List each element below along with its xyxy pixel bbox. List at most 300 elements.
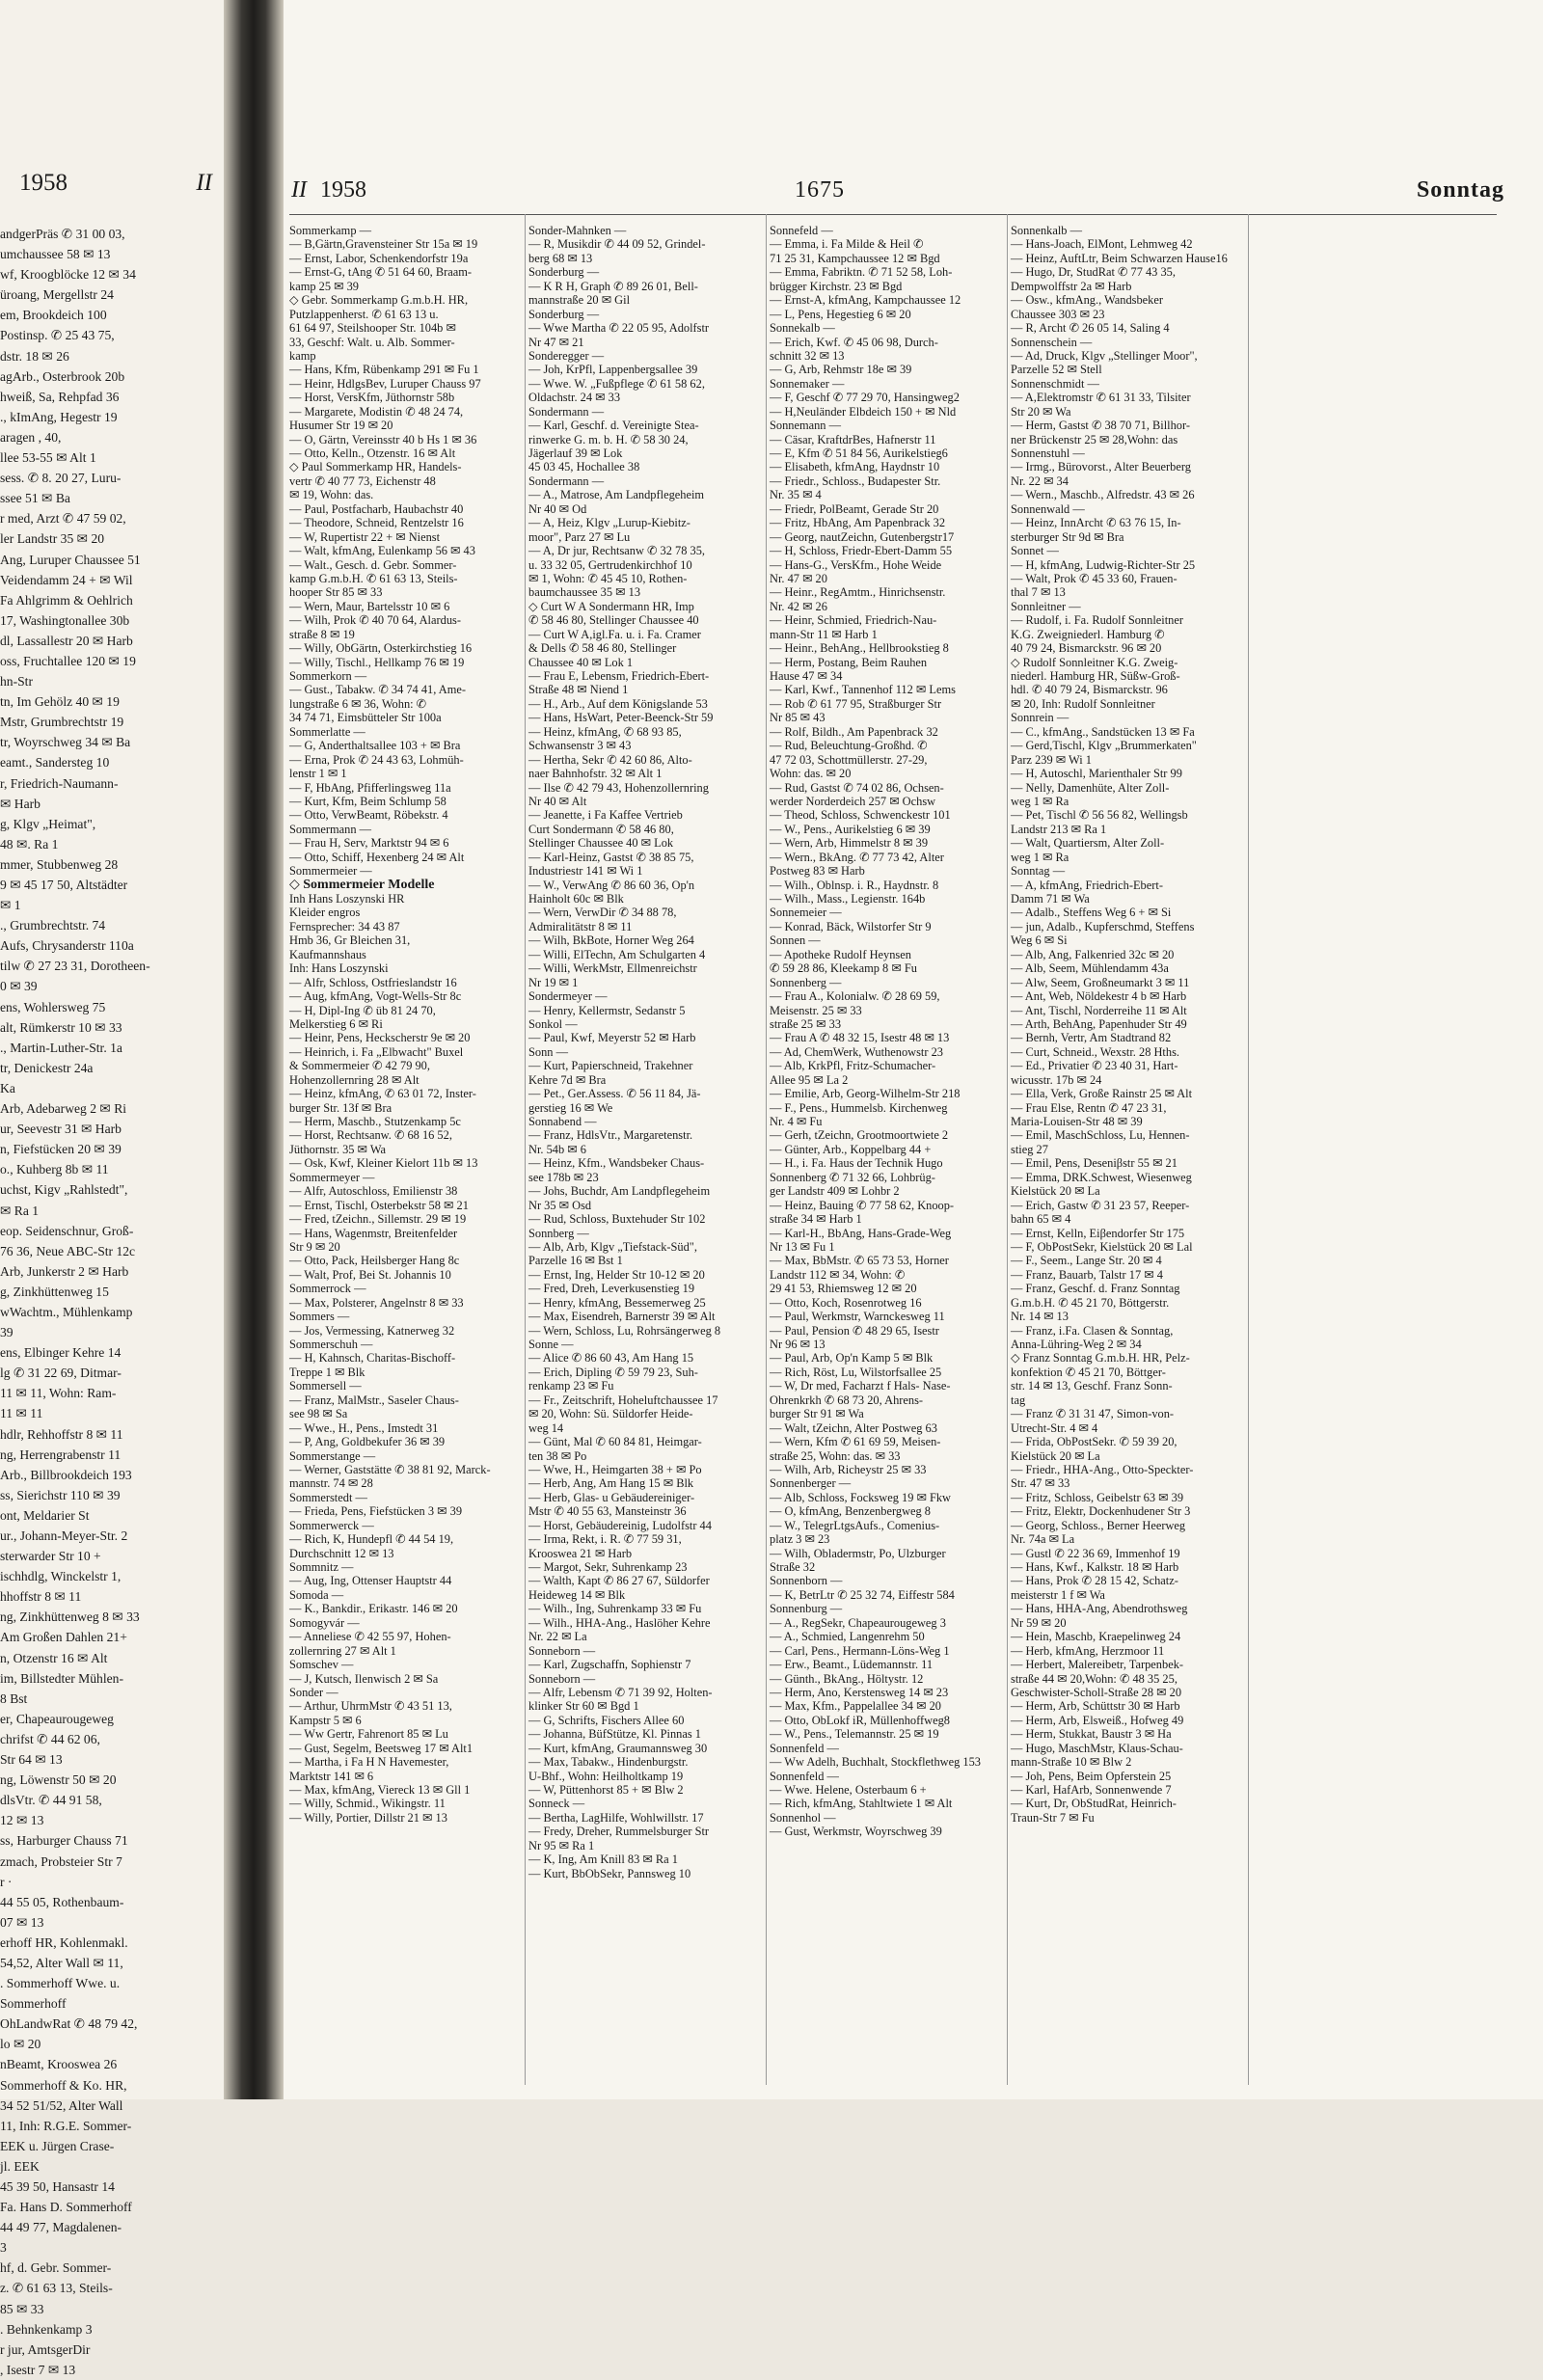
directory-entry-line: — Gust., Tabakw. ✆ 34 74 41, Ame- (289, 683, 466, 697)
left-page-text (0, 224, 218, 2380)
directory-entry-line: — Joh, KrPfl, Lappenbergsallee 39 (528, 363, 698, 377)
left-page-line: ens, Elbinger Kehre 14 (0, 1345, 122, 1361)
directory-entry-line: — Herm, Arb, Elsweiß., Hofweg 49 (1011, 1713, 1184, 1727)
directory-entry-line: — R, Musikdir ✆ 44 09 52, Grindel- (528, 237, 706, 252)
directory-entry-line: — Max, Eisendreh, Barnerstr 39 ✉ Alt (528, 1310, 716, 1324)
directory-entry-line: — Hans-G., VersKfm., Hohe Weide (770, 557, 942, 572)
directory-entry-line: — Walt, Prok ✆ 45 33 60, Frauen- (1011, 571, 1178, 585)
directory-entry-line: — Heinz, InnArcht ✆ 63 76 15, In- (1011, 516, 1181, 530)
left-page-line: 07 ✉ 13 (0, 1914, 44, 1930)
directory-entry-line: Sondermeyer — (528, 989, 608, 1004)
directory-entry-line: — Paul, Werkmstr, Warnckesweg 11 (770, 1310, 945, 1324)
directory-entry-line: Ohrenkrkh ✆ 68 73 20, Ahrens- (770, 1393, 924, 1407)
directory-entry-line: — Osw., kfmAng., Wandsbeker (1011, 293, 1163, 308)
left-page-line: 54,52, Alter Wall ✉ 11, (0, 1955, 123, 1970)
directory-entry-line: — Kurt, Kfm, Beim Schlump 58 (289, 794, 447, 808)
directory-entry-line: ◇ Curt W A Sondermann HR, Imp (528, 599, 694, 613)
directory-entry-line: — Ernst-A, kfmAng, Kampchaussee 12 (770, 293, 961, 308)
directory-entry-line: — Wern, Schloss, Lu, Rohrsängerweg 8 (528, 1323, 721, 1338)
directory-entry-line: — Paul, Pension ✆ 48 29 65, Isestr (770, 1323, 939, 1338)
left-page-line: sterwarder Str 10 + (0, 1549, 101, 1564)
directory-entry-line: hooper Str 85 ✉ 33 (289, 585, 383, 600)
directory-entry-line: — Fritz, Schloss, Geibelstr 63 ✉ 39 (1011, 1490, 1184, 1504)
left-page-line: Arb, Junkerstr 2 ✉ Harb (0, 1263, 129, 1279)
directory-entry-line: — Herm, Arb, Schüttstr 30 ✉ Harb (1011, 1699, 1180, 1714)
left-page-line: r, Friedrich-Naumann- (0, 775, 119, 791)
directory-entry-line: — Elisabeth, kfmAng, Haydnstr 10 (770, 460, 940, 474)
directory-entry-line: 34 74 71, Eimsbütteler Str 100a (289, 711, 442, 725)
directory-entry-line: — W., TelegrLtgsAufs., Comenius- (770, 1518, 940, 1532)
directory-entry-line: 47 72 03, Schottmüllerstr. 27-29, (770, 752, 928, 767)
directory-entry-line: — Wilh., Mass., Legienstr. 164b (770, 892, 926, 906)
directory-entry-line: — Hans, Kwf., Kalkstr. 18 ✉ Harb (1011, 1560, 1179, 1574)
directory-entry-line: — W., Pens., Telemannstr. 25 ✉ 19 (770, 1727, 939, 1742)
directory-entry-line: Nr. 22 ✉ 34 (1011, 473, 1069, 488)
left-page-line: ✉ Ra 1 (0, 1203, 40, 1218)
directory-entry-line: — Wern, Maur, Bartelsstr 10 ✉ 6 (289, 599, 450, 613)
directory-entry-line: Straße 32 (770, 1560, 816, 1574)
directory-entry-line: ✆ 59 28 86, Kleekamp 8 ✉ Fu (770, 961, 917, 976)
directory-entry-line: Sonderburg — (528, 307, 600, 321)
directory-entry-line: Durchschnitt 12 ✉ 13 (289, 1546, 394, 1560)
left-page-line: aragen , 40, (0, 429, 62, 445)
directory-entry-line: mannstr. 74 ✉ 28 (289, 1476, 373, 1491)
directory-entry-line: — Curt W A,igl.Fa. u. i. Fa. Cramer (528, 627, 701, 641)
directory-entry-line: — Hans, Prok ✆ 28 15 42, Schatz- (1011, 1574, 1178, 1588)
left-page-line: 17, Washingtonallee 30b (0, 612, 130, 628)
left-page-line: dlsVtr. ✆ 44 91 58, (0, 1793, 102, 1808)
directory-entry-line: weg 1 ✉ Ra (1011, 794, 1069, 808)
directory-entry-line: Sonnenstuhl — (1011, 446, 1085, 460)
directory-entry-line: — Fredy, Dreher, Rummelsburger Str (528, 1825, 710, 1839)
directory-entry-line: — Carl, Pens., Hermann-Löns-Weg 1 (770, 1643, 950, 1658)
directory-entry-line: — Emilie, Arb, Georg-Wilhelm-Str 218 (770, 1087, 961, 1101)
left-page-line: umchaussee 58 ✉ 13 (0, 247, 111, 262)
directory-entry-line: — Herm, Postang, Beim Rauhen (770, 655, 928, 669)
directory-entry-line: see 178b ✉ 23 (528, 1170, 599, 1184)
directory-entry-line: — Pet, Tischl ✆ 56 56 82, Wellingsb (1011, 808, 1188, 823)
directory-entry-line: — Gust, Segelm, Beetsweg 17 ✉ Alt1 (289, 1741, 474, 1755)
directory-entry-line: — F, ObPostSekr, Kielstück 20 ✉ Lal (1011, 1239, 1193, 1254)
directory-entry-line: — Ww Adelh, Buchhalt, Stockflethweg 153 (770, 1755, 981, 1770)
directory-entry-line: — Wilh., Oblnsp. i. R., Haydnstr. 8 (770, 878, 939, 892)
directory-entry-line: — Rudolf, i. Fa. Rudolf Sonnleitner (1011, 613, 1183, 628)
directory-entry-line: Admiralitätstr 8 ✉ 11 (528, 919, 633, 933)
directory-entry-line: — Paul, Kwf, Meyerstr 52 ✉ Harb (528, 1031, 696, 1045)
directory-entry-line: — Ernst, Kelln, Eiβendorfer Str 175 (1011, 1226, 1185, 1240)
directory-entry-line: Industriestr 141 ✉ Wi 1 (528, 864, 643, 879)
directory-entry-line: Weg 6 ✉ Si (1011, 933, 1068, 948)
directory-entry-line: — Willy, Tischl., Hellkamp 76 ✉ 19 (289, 655, 465, 669)
directory-entry-line: — Hertha, Sekr ✆ 42 60 86, Alto- (528, 752, 692, 767)
directory-entry-line: — Frau Else, Rentn ✆ 47 23 31, (1011, 1100, 1167, 1115)
directory-entry-line: mann-Straße 10 ✉ Blw 2 (1011, 1755, 1132, 1770)
directory-entry-line: — Wern., BkAng. ✆ 77 73 42, Alter (770, 850, 944, 864)
directory-entry-line: — F., Pens., Hummelsb. Kirchenweg (770, 1100, 948, 1115)
directory-entry-line: — Gerh, tZeichn, Grootmoortwiete 2 (770, 1128, 949, 1143)
directory-entry-line: — Rob ✆ 61 77 95, Straßburger Str (770, 696, 942, 711)
directory-entry-line: Sonkol — (528, 1016, 578, 1031)
directory-entry-line: Nr 13 ✉ Fu 1 (770, 1239, 835, 1254)
directory-entry-line: tag (1011, 1393, 1026, 1407)
directory-entry-line: Nr 85 ✉ 43 (770, 711, 826, 725)
left-page-line: ng, Herrengrabenstr 11 (0, 1447, 122, 1462)
directory-entry-line: — Emma, Fabriktn. ✆ 71 52 58, Loh- (770, 265, 953, 280)
directory-entry-line: — Herb, Ang, Am Hang 15 ✉ Blk (528, 1476, 694, 1491)
directory-entry-line: — Max, Tabakw., Hindenburgstr. (528, 1755, 689, 1770)
directory-entry-line: Sonderegger — (528, 348, 605, 363)
left-page-line: 85 ✉ 33 (0, 2301, 44, 2316)
directory-entry-line: — Ant, Web, Nöldekestr 4 b ✉ Harb (1011, 989, 1187, 1004)
left-page-line: ssee 51 ✉ Ba (0, 491, 70, 506)
left-page-line: sess. ✆ 8. 20 27, Luru- (0, 471, 122, 486)
directory-entry-line: — Ed., Privatier ✆ 23 40 31, Hart- (1011, 1059, 1178, 1073)
left-page-line: 0 ✉ 39 (0, 979, 38, 994)
directory-entry-line: ◇ Franz Sonntag G.m.b.H. HR, Pelz- (1011, 1351, 1190, 1366)
directory-entry-line: hdl. ✆ 40 79 24, Bismarckstr. 96 (1011, 683, 1168, 697)
directory-entry-line: — L, Pens, Hegestieg 6 ✉ 20 (770, 307, 911, 321)
left-header-year: 1958 (19, 170, 68, 196)
directory-entry-line: — A., Matrose, Am Landpflegeheim (528, 488, 705, 502)
left-page-line: OhLandwRat ✆ 48 79 42, (0, 2016, 138, 2032)
directory-column-3 (770, 224, 1001, 2085)
directory-entry-line: U-Bhf., Wohn: Heilholtkamp 19 (528, 1769, 684, 1783)
left-page-line: agArb., Osterbrook 20b (0, 368, 125, 384)
directory-entry-line: — Arthur, UhrmMstr ✆ 43 51 13, (289, 1699, 452, 1714)
directory-entry-line: Nr. 35 ✉ 4 (770, 488, 822, 502)
directory-entry-line: Nr. 47 ✉ 20 (770, 571, 827, 585)
directory-entry-line: Sonnen — (770, 933, 821, 948)
directory-entry-line: Nr. 74a ✉ La (1011, 1532, 1075, 1547)
directory-entry-line: mann-Str 11 ✉ Harb 1 (770, 627, 878, 641)
directory-entry-line: Nr 40 ✉ Od (528, 501, 587, 516)
left-page-line: Ang, Luruper Chaussee 51 (0, 552, 141, 567)
directory-entry-line: meisterstr 1 f ✉ Wa (1011, 1587, 1105, 1602)
directory-entry-line: — Fritz, HbAng, Am Papenbrack 32 (770, 516, 946, 530)
directory-entry-line: — Erich, Dipling ✆ 59 79 23, Suh- (528, 1365, 698, 1379)
directory-entry-line: Somschev — (289, 1658, 354, 1672)
directory-entry-line: Kaufmannshaus (289, 947, 366, 961)
left-page-line: tn, Im Gehölz 40 ✉ 19 (0, 694, 120, 710)
directory-entry-line: 61 64 97, Steilshooper Str. 104b ✉ (289, 321, 456, 336)
left-page-line: ✉ 1 (0, 898, 21, 913)
directory-entry-line: — Georg, Schloss., Berner Heerweg (1011, 1518, 1186, 1532)
directory-entry-line: — Otto, VerwBeamt, Röbekstr. 4 (289, 808, 448, 823)
left-page-line: Sommerhoff & Ko. HR, (0, 2077, 127, 2093)
directory-entry-line: — Arth, BehAng, Papenhuder Str 49 (1011, 1016, 1187, 1031)
directory-entry-line: Sommerschuh — (289, 1338, 373, 1351)
directory-entry-line: Treppe 1 ✉ Blk (289, 1365, 365, 1379)
directory-entry-line: — Emil, MaschSchloss, Lu, Hennen- (1011, 1128, 1190, 1143)
directory-entry-line: werder Norderdeich 257 ✉ Ochsw (770, 794, 936, 808)
directory-entry-line: — Walt, kfmAng, Eulenkamp 56 ✉ 43 (289, 544, 475, 558)
directory-entry-line: — Frieda, Pens, Fiefstücken 3 ✉ 39 (289, 1504, 463, 1519)
directory-entry-line: schnitt 32 ✉ 13 (770, 348, 845, 363)
left-page-line: em, Brookdeich 100 (0, 308, 107, 323)
left-page-line: Am Großen Dahlen 21+ (0, 1630, 127, 1645)
directory-entry-line: — Georg, nautZeichn, Gutenbergstr17 (770, 529, 955, 544)
directory-entry-line: — F., Seem., Lange Str. 20 ✉ 4 (1011, 1254, 1162, 1268)
directory-entry-line: Utrecht-Str. 4 ✉ 4 (1011, 1420, 1098, 1435)
directory-entry-line: — Heinz, kfmAng, ✆ 63 01 72, Inster- (289, 1087, 476, 1101)
directory-entry-line: bahn 65 ✉ 4 (1011, 1212, 1071, 1227)
directory-entry-line: ten 38 ✉ Po (528, 1448, 587, 1463)
left-page-line: 44 55 05, Rothenbaum- (0, 1894, 124, 1909)
directory-entry-line: Fernsprecher: 34 43 87 (289, 919, 400, 933)
directory-entry-line: — Gustl ✆ 22 36 69, Immenhof 19 (1011, 1546, 1180, 1560)
directory-entry-line: — W, Rupertistr 22 + ✉ Nienst (289, 529, 441, 544)
directory-entry-line: Mstr ✆ 40 55 63, Mansteinstr 36 (528, 1504, 687, 1519)
directory-entry-line: — Rud, Beleuchtung-Großhd. ✆ (770, 739, 928, 753)
directory-entry-line: — Heinz, kfmAng, ✆ 68 93 85, (528, 724, 682, 739)
directory-entry-line: ✆ 58 46 80, Stellinger Chaussee 40 (528, 613, 699, 628)
directory-entry-line: — Walt, tZeichn, Alter Postweg 63 (770, 1420, 937, 1435)
directory-entry-line: 45 03 45, Hochallee 38 (528, 460, 640, 474)
left-header-roman: II (196, 170, 212, 196)
directory-entry-line: Sommermeier — (289, 864, 372, 879)
left-page-line: Arb, Adebarweg 2 ✉ Ri (0, 1101, 127, 1117)
directory-entry-line: — A,Elektromstr ✆ 61 31 33, Tilsiter (1011, 391, 1191, 405)
left-page-line: nBeamt, Krooswea 26 (0, 2057, 118, 2072)
directory-entry-line: ◇ Rudolf Sonnleitner K.G. Zweig- (1011, 655, 1178, 669)
left-page-line: 76 36, Neue ABC-Str 12c (0, 1243, 136, 1258)
directory-entry-line: — Karl-Heinz, Gastst ✆ 38 85 75, (528, 850, 694, 864)
directory-entry-line: — Hans, HHA-Ang, Abendrothsweg (1011, 1602, 1188, 1616)
directory-entry-line: ✉ 20, Inh: Rudolf Sonnleitner (1011, 696, 1155, 711)
directory-entry-line: Sonnenwald — (1011, 501, 1085, 516)
left-page-line: n, Otzenstr 16 ✉ Alt (0, 1650, 108, 1665)
directory-entry-line: Landstr 112 ✉ 34, Wohn: ✆ (770, 1267, 906, 1282)
left-page-line: Veidendamm 24 + ✉ Wil (0, 572, 133, 587)
directory-entry-line: — Karl, Zugschaffn, Sophienstr 7 (528, 1658, 691, 1672)
directory-entry-line: — Horst, VersKfm, Jüthornstr 58b (289, 391, 455, 405)
directory-entry-line: — K., Bankdir., Erikastr. 146 ✉ 20 (289, 1602, 458, 1616)
directory-entry-line: — Alw, Seem, Großneumarkt 3 ✉ 11 (1011, 975, 1190, 989)
directory-entry-line: — Fred, tZeichn., Sillemstr. 29 ✉ 19 (289, 1212, 467, 1227)
directory-entry-line: see 98 ✉ Sa (289, 1407, 348, 1421)
directory-entry-line: Sommerlatte — (289, 724, 365, 739)
directory-entry-line: — Hans-Joach, ElMont, Lehmweg 42 (1011, 237, 1193, 252)
directory-entry-line: — A., Schmied, Langenrehm 50 (770, 1630, 925, 1644)
left-page-line: alt, Rümkerstr 10 ✉ 33 (0, 1019, 122, 1035)
directory-entry-line: — Fred, Dreh, Leverkusenstieg 19 (528, 1282, 695, 1296)
directory-entry-line: — Frau H, Serv, Marktstr 94 ✉ 6 (289, 836, 449, 851)
directory-entry-line: Allee 95 ✉ La 2 (770, 1072, 849, 1087)
directory-entry-line: — Anneliese ✆ 42 55 97, Hohen- (289, 1630, 451, 1644)
directory-entry-line: Sonderburg — (528, 265, 600, 280)
left-page-line: mmer, Stubbenweg 28 (0, 856, 119, 872)
directory-entry-line: — Wern, Arb, Himmelstr 8 ✉ 39 (770, 836, 929, 851)
directory-entry-line: — B,Gärtn,Gravensteiner Str 15a ✉ 19 (289, 237, 478, 252)
directory-entry-line: — Walt, Quartiersm, Alter Zoll- (1011, 836, 1165, 851)
left-page-line: Ka (0, 1080, 15, 1095)
directory-entry-line: burger Str 91 ✉ Wa (770, 1407, 864, 1421)
directory-entry-line: Sommnitz — (289, 1560, 354, 1574)
directory-entry-line: lungstraße 6 ✉ 36, Wohn: ✆ (289, 696, 427, 711)
directory-entry-line: Inh Hans Loszynski HR (289, 892, 405, 906)
left-page-line: 8 Bst (0, 1690, 28, 1706)
directory-column-1 (289, 224, 521, 2085)
directory-entry-line: — G, Arb, Rehmstr 18e ✉ 39 (770, 363, 912, 377)
directory-entry-line: Sonder — (289, 1685, 338, 1699)
directory-entry-line: — Max, Polsterer, Angelnstr 8 ✉ 33 (289, 1295, 464, 1310)
directory-entry-line: u. 33 32 05, Gertrudenkirchhof 10 (528, 557, 692, 572)
directory-entry-line: — Frida, ObPostSekr. ✆ 59 39 20, (1011, 1435, 1178, 1449)
directory-entry-line: 40 79 24, Bismarckstr. 96 ✉ 20 (1011, 641, 1162, 656)
directory-entry-line: — Hans, HsWart, Peter-Beenck-Str 59 (528, 711, 714, 725)
directory-entry-line: — Otto, Kelln., Otzenstr. 16 ✉ Alt (289, 446, 456, 460)
directory-entry-line: Kleider engros (289, 906, 361, 920)
directory-entry-line: Sonnemann — (770, 419, 841, 433)
directory-entry-line: Sonnemeier — (770, 906, 842, 920)
directory-entry-line: — Irma, Rekt, i. R. ✆ 77 59 31, (528, 1532, 682, 1547)
left-page-line: üroang, Mergellstr 24 (0, 287, 114, 303)
directory-entry-line: Anna-Lühring-Weg 2 ✉ 34 (1011, 1338, 1142, 1351)
directory-entry-line: — Friedr, PolBeamt, Gerade Str 20 (770, 501, 939, 516)
left-page-line: Aufs, Chrysanderstr 110a (0, 938, 134, 954)
directory-entry-line: Schwansenstr 3 ✉ 43 (528, 739, 632, 753)
left-page-line: o., Kuhberg 8b ✉ 11 (0, 1162, 109, 1177)
directory-entry-line: Husumer Str 19 ✉ 20 (289, 419, 393, 433)
directory-entry-line: — Frau A., Kolonialw. ✆ 28 69 59, (770, 989, 940, 1004)
directory-entry-line: ✉ 20, Wohn: Sü. Süldorfer Heide- (528, 1407, 693, 1421)
left-page-line: im, Billstedter Mühlen- (0, 1670, 123, 1686)
directory-entry-line: platz 3 ✉ 23 (770, 1532, 830, 1547)
directory-entry-line: — Wilh, Arb, Richeystr 25 ✉ 33 (770, 1462, 927, 1476)
directory-entry-line: — G, Schrifts, Fischers Allee 60 (528, 1713, 685, 1727)
directory-entry-line: weg 1 ✉ Ra (1011, 850, 1069, 864)
directory-entry-line: — Alice ✆ 86 60 43, Am Hang 15 (528, 1351, 694, 1366)
directory-entry-line: — Hans, Wagenmstr, Breitenfelder (289, 1226, 458, 1240)
directory-entry-line: — Theod, Schloss, Schwenckestr 101 (770, 808, 951, 823)
directory-entry-line: — C., kfmAng., Sandstücken 13 ✉ Fa (1011, 724, 1195, 739)
directory-entry-line: Sonnabend — (528, 1115, 597, 1128)
left-page-line: ✉ Harb (0, 796, 41, 811)
header-roman: II (291, 177, 307, 203)
directory-entry-line: — Adalb., Steffens Weg 6 + ✉ Si (1011, 906, 1172, 920)
left-page-line: 9 ✉ 45 17 50, Altstädter (0, 878, 128, 892)
directory-entry-line: — Emma, i. Fa Milde & Heil ✆ (770, 237, 924, 252)
left-page-line: andgerPräs ✆ 31 00 03, (0, 227, 125, 241)
directory-entry-line: ◇ Sommermeier Modelle (289, 877, 435, 892)
directory-entry-line: Marktstr 141 ✉ 6 (289, 1769, 374, 1783)
directory-entry-line: lenstr 1 ✉ 1 (289, 767, 347, 781)
directory-entry-line: ger Landstr 409 ✉ Lohbr 2 (770, 1184, 900, 1199)
left-page-line: ., kImAng, Hegestr 19 (0, 409, 118, 424)
left-page-line: 11, Inh: R.G.E. Sommer- (0, 2118, 132, 2133)
left-page-line: er, Chapeaurougeweg (0, 1711, 114, 1726)
directory-entry-line: burger Str. 13f ✉ Bra (289, 1100, 393, 1115)
directory-entry-line: straße 25 ✉ 33 (770, 1016, 842, 1031)
directory-entry-line: — Horst, Gebäudereinig, Ludolfstr 44 (528, 1518, 712, 1532)
directory-entry-line: — Ad, ChemWerk, Wuthenowstr 23 (770, 1044, 943, 1059)
column-divider (525, 214, 526, 2085)
directory-entry-line: naer Bahnhofstr. 32 ✉ Alt 1 (528, 767, 663, 781)
left-page-line: zmach, Probsteier Str 7 (0, 1853, 122, 1869)
left-page-line: llee 53-55 ✉ Alt 1 (0, 450, 96, 466)
page-number: 1675 (795, 177, 845, 203)
directory-entry-line: — Hugo, Dr, StudRat ✆ 77 43 35, (1011, 265, 1176, 280)
directory-entry-line: — Willy, ObGärtn, Osterkirchstieg 16 (289, 641, 473, 656)
directory-entry-line: Sonnenfeld — (770, 1769, 839, 1783)
left-page-line: ss, Sierichstr 110 ✉ 39 (0, 1487, 121, 1502)
directory-entry-line: — Franz, i.Fa. Clasen & Sonntag, (1011, 1323, 1174, 1338)
directory-entry-line: stieg 27 (1011, 1142, 1048, 1156)
left-page-line: Fa. Hans D. Sommerhoff (0, 2200, 132, 2215)
column-divider (766, 214, 767, 2085)
directory-entry-line: 71 25 31, Kampchaussee 12 ✉ Bgd (770, 251, 940, 265)
left-page-line: eamt., Sandersteg 10 (0, 755, 110, 771)
directory-entry-line: Curt Sondermann ✆ 58 46 80, (528, 822, 674, 836)
directory-entry-line: Straße 48 ✉ Niend 1 (528, 683, 629, 697)
directory-entry-line: — Henry, Kellermstr, Sedanstr 5 (528, 1003, 686, 1017)
directory-entry-line: — Herm, Ano, Kerstensweg 14 ✉ 23 (770, 1685, 949, 1699)
directory-entry-line: Sondermann — (528, 404, 605, 419)
directory-entry-line: — Karl-H., BbAng, Hans-Grade-Weg (770, 1226, 952, 1240)
directory-entry-line: — Curt, Schneid., Wexstr. 28 Hths. (1011, 1044, 1179, 1059)
left-page-line: wf, Kroogblöcke 12 ✉ 34 (0, 267, 136, 283)
directory-entry-line: — Hans, Kfm, Rübenkamp 291 ✉ Fu 1 (289, 363, 479, 377)
directory-entry-line: — Kurt, Papierschneid, Trakehner (528, 1059, 693, 1073)
left-page-line: ens, Wohlersweg 75 (0, 999, 106, 1014)
left-page-header (19, 170, 212, 208)
directory-entry-line: Hainholt 60c ✉ Blk (528, 892, 624, 906)
directory-entry-line: — Heinr., BehAng., Hellbrookstieg 8 (770, 641, 949, 656)
directory-entry-line: — Fritz, Elektr, Dockenhudener Str 3 (1011, 1504, 1191, 1519)
directory-entry-line: — Wilh, Obladermstr, Po, Ulzburger (770, 1546, 946, 1560)
directory-entry-line: Parz 239 ✉ Wi 1 (1011, 752, 1092, 767)
directory-entry-line: Sonnenberg ✆ 71 32 66, Lohbrüg- (770, 1170, 935, 1184)
directory-entry-line: — Franz ✆ 31 31 47, Simon-von- (1011, 1407, 1175, 1421)
directory-entry-line: Kielstück 20 ✉ La (1011, 1184, 1100, 1199)
directory-entry-line: zollernring 27 ✉ Alt 1 (289, 1643, 396, 1658)
directory-entry-line: — Pet., Ger.Assess. ✆ 56 11 84, Jä- (528, 1087, 701, 1101)
directory-entry-line: — Otto, Pack, Heilsberger Hang 8c (289, 1254, 460, 1268)
directory-entry-line: Dempwolffstr 2a ✉ Harb (1011, 279, 1132, 293)
directory-entry-line: — Heinz, AuftLtr, Beim Schwarzen Hause16 (1011, 251, 1228, 265)
left-page-line: n, Fiefstücken 20 ✉ 39 (0, 1142, 122, 1157)
left-page-line: ur, Seevestr 31 ✉ Harb (0, 1122, 122, 1137)
directory-entry-line: — Rich, Röst, Lu, Wilstorfsallee 25 (770, 1365, 942, 1379)
directory-entry-line: — E, Kfm ✆ 51 84 56, Aurikelstieg6 (770, 446, 948, 460)
directory-entry-line: — Willi, ElTechn, Am Schulgarten 4 (528, 947, 706, 961)
directory-entry-line: — Alb, Ang, Falkenried 32c ✉ 20 (1011, 947, 1175, 961)
directory-entry-line: — Frau A ✆ 48 32 15, Isestr 48 ✉ 13 (770, 1031, 950, 1045)
left-page-line: dstr. 18 ✉ 26 (0, 348, 69, 364)
directory-entry-line: — Erich, Kwf. ✆ 45 06 98, Durch- (770, 335, 938, 349)
left-page-line: 48 ✉. Ra 1 (0, 836, 59, 852)
directory-entry-line: — A, Heiz, Klgv „Lurup-Kiebitz- (528, 516, 690, 530)
directory-entry-line: — Wilh., HHA-Ang., Haslöher Kehre (528, 1615, 711, 1630)
directory-entry-line: Sondermann — (528, 473, 605, 488)
directory-entry-line: Sonnenberg — (770, 975, 842, 989)
left-page-line: Fa Ahlgrimm & Oehlrich (0, 592, 133, 608)
directory-entry-line: — Alb, Schloss, Focksweg 19 ✉ Fkw (770, 1490, 951, 1504)
left-page-line: Str 64 ✉ 13 (0, 1752, 63, 1768)
directory-entry-line: — Willy, Portier, Dillstr 21 ✉ 13 (289, 1810, 447, 1825)
directory-entry-line: Sommermann — (289, 822, 372, 836)
directory-entry-line: — Ad, Druck, Klgv „Stellinger Moor", (1011, 348, 1198, 363)
left-page-line: r jur, AmtsgerDir (0, 2341, 91, 2357)
directory-entry-line: — Margot, Sekr, Suhrenkamp 23 (528, 1560, 688, 1574)
left-page-line: ng, Löwenstr 50 ✉ 20 (0, 1772, 117, 1788)
directory-column-4 (1011, 224, 1242, 2085)
directory-entry-line: Hause 47 ✉ 34 (770, 669, 843, 683)
directory-entry-line: — Otto, Schiff, Hexenberg 24 ✉ Alt (289, 850, 465, 864)
directory-entry-line: — H, Schloss, Friedr-Ebert-Damm 55 (770, 544, 953, 558)
directory-entry-line: — Erw., Beamt., Lüdemannstr. 11 (770, 1658, 934, 1672)
left-page-line: 12 ✉ 13 (0, 1813, 44, 1828)
